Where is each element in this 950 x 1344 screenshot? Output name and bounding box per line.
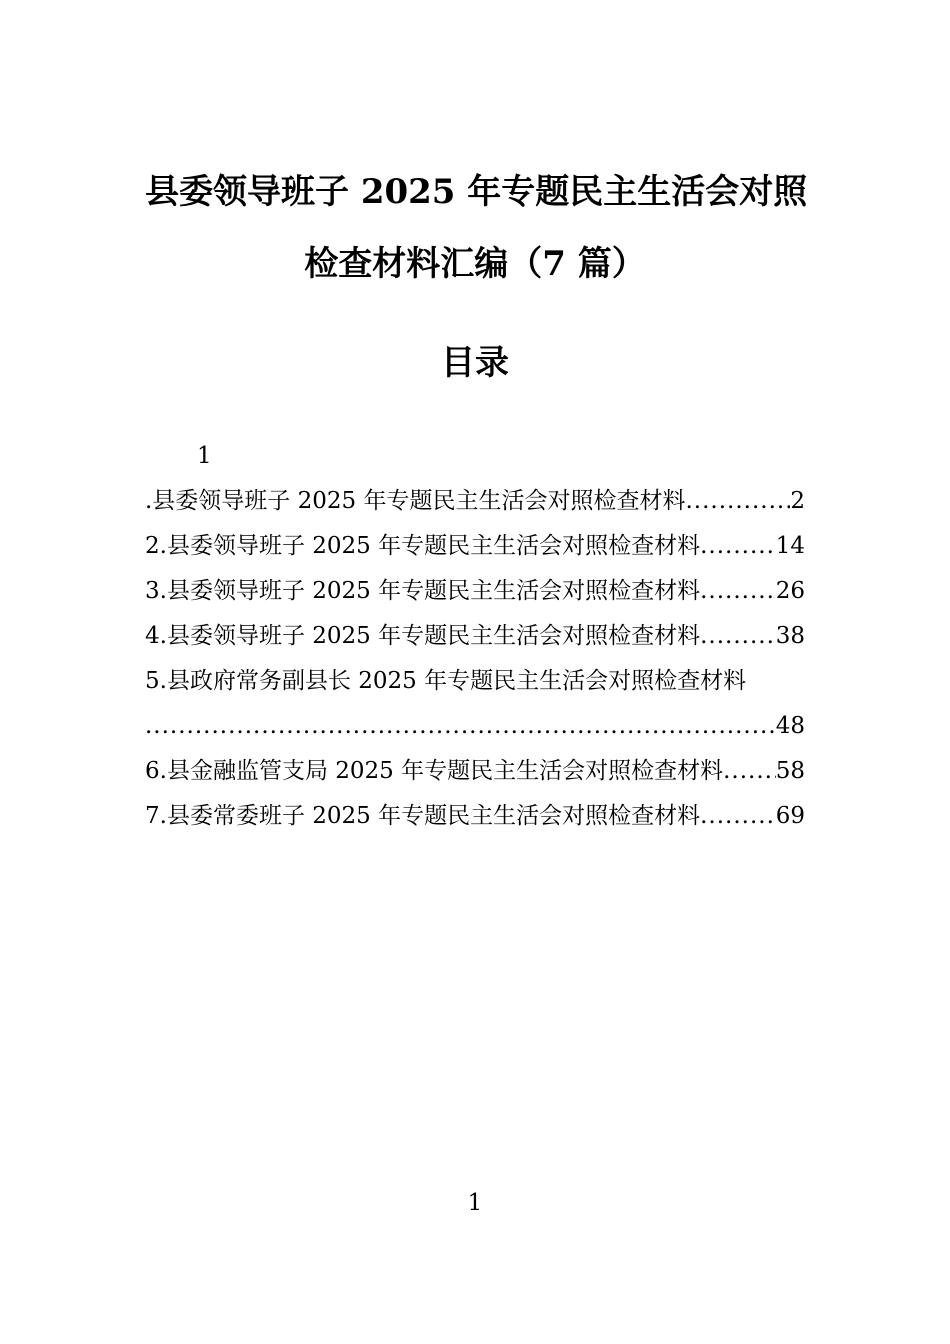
toc-entry-page: 26 [775, 578, 805, 604]
toc-entry-label: .县委领导班子 2025 年专题民主生活会对照检查材料 [145, 488, 686, 514]
toc-entry-page: 14 [775, 533, 805, 559]
toc-entry-label: 4.县委领导班子 2025 年专题民主生活会对照检查材料 [145, 623, 701, 649]
toc-leader-dots [145, 707, 776, 745]
toc-entry-1[interactable] [145, 482, 805, 527]
toc-entry-label: 5.县政府常务副县长 2025 年专题民主生活会对照检查材料 [145, 668, 747, 694]
toc-entry-page: 38 [775, 623, 805, 649]
toc-entry-page: 58 [775, 758, 805, 784]
toc-entry-5[interactable] [145, 662, 805, 707]
toc-entry-page: 48 [775, 713, 805, 739]
toc-heading: 目录 [441, 343, 509, 383]
toc-leader-dots [700, 797, 776, 835]
toc-entry-label: 3.县委领导班子 2025 年专题民主生活会对照检查材料 [145, 578, 701, 604]
table-of-contents [145, 438, 805, 842]
page-number: 1 [467, 1190, 483, 1216]
document-title-line-1: 县委领导班子 2025 年专题民主生活会对照 [145, 172, 808, 212]
toc-leader-dots [700, 617, 776, 655]
document-title-line-2: 检查材料汇编（7 篇） [304, 244, 646, 284]
toc-entry-3[interactable] [145, 572, 805, 617]
toc-entry-page: 69 [775, 803, 805, 829]
toc-stray-number: 1 [197, 443, 212, 469]
toc-leader-dots [685, 482, 790, 520]
toc-leader-dots [700, 572, 776, 610]
toc-entry-6[interactable] [145, 752, 805, 797]
toc-leader-dots [700, 527, 776, 565]
toc-entry-page: 2 [790, 488, 805, 514]
toc-leader-dots [723, 752, 776, 790]
toc-entry-4[interactable] [145, 617, 805, 662]
toc-entry-label: 6.县金融监管支局 2025 年专题民主生活会对照检查材料 [145, 758, 724, 784]
toc-entry-label: 2.县委领导班子 2025 年专题民主生活会对照检查材料 [145, 533, 701, 559]
toc-entry-2[interactable] [145, 527, 805, 572]
toc-entry-label: 7.县委常委班子 2025 年专题民主生活会对照检查材料 [145, 803, 701, 829]
toc-entry-7[interactable] [145, 797, 805, 842]
toc-entry-5-continuation[interactable] [145, 707, 805, 752]
